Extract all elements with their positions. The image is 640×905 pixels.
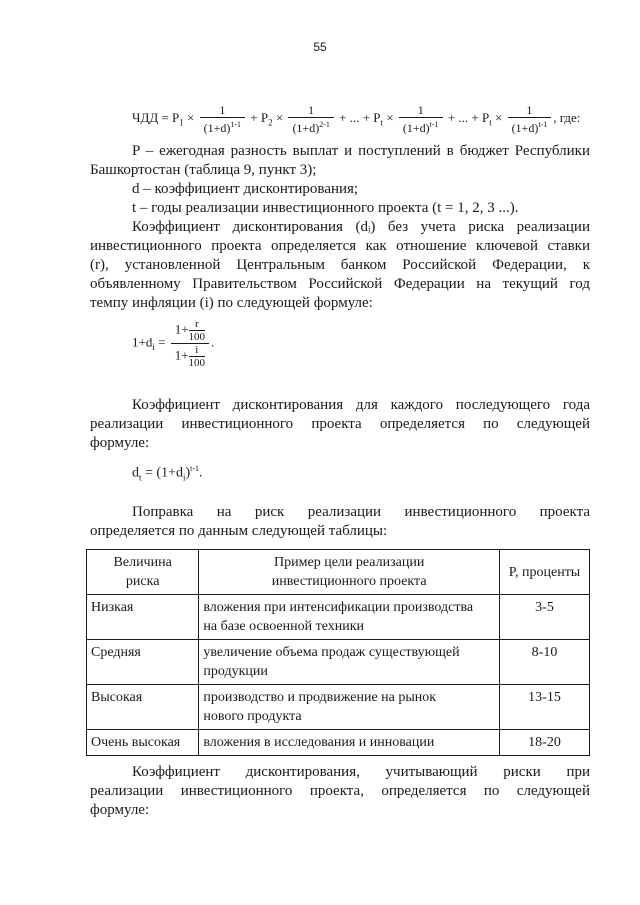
di-denominator: 1+ $\frac{i}{100}$ (171, 343, 209, 369)
para1-line2: инвестиционного проекта определяется как отношение ключевой ставки (90, 238, 590, 254)
row-level: Средняя (87, 640, 199, 685)
table-header-row (87, 550, 590, 595)
para1-line3: (r), установленной Центральным банком Российской Федерации, к (90, 257, 590, 273)
npv-suffix: , где: (553, 109, 581, 125)
npv-sub-2: 2 (268, 117, 273, 128)
row-p: 13-15 (500, 685, 590, 730)
header-risk-level: Величина риска (87, 550, 199, 595)
def-p-line2: Башкортостан (таблица 9, пункт 3); (90, 162, 317, 178)
row-level: Высокая (87, 685, 199, 730)
row-example: вложения в исследования и инновации (199, 730, 500, 756)
npv-den-t: $(1+d)^{t-1}$ (399, 117, 443, 135)
table-row (87, 640, 590, 685)
npv-mul: × (187, 109, 195, 125)
npv-mul-4: × (494, 109, 503, 125)
para1-line1: Коэффициент дисконтирования (dᵢ) без учета риска реализации (132, 219, 590, 235)
para1-line5: темпу инфляции (i) по следующей формуле: (90, 295, 373, 311)
di-formula (132, 318, 214, 369)
npv-lhs: ЧДД = P (132, 109, 180, 125)
row-example: производство и продвижение на рынок нового продукта (199, 685, 500, 730)
para2-line2: реализации инвестиционного проекта определяется по следующей (90, 416, 590, 432)
row-level: Очень высокая (87, 730, 199, 756)
header-example: Пример цели реализации инвестиционного проекта (199, 550, 500, 595)
para4-line3: формуле: (90, 802, 150, 818)
para4-line2: реализации инвестиционного проекта, определяется по следующей (90, 783, 590, 799)
table-row (87, 595, 590, 640)
header-p-percent: P, проценты (500, 550, 590, 595)
npv-mul-3: × (386, 109, 394, 125)
def-d: d – коэффициент дисконтирования; (132, 181, 359, 197)
row-example: увеличение объема продаж существующей продукции (199, 640, 500, 685)
npv-dots-1: + ... + (339, 109, 371, 125)
dt-formula: $d_t = (1+d_i)^{t-1}$. (132, 464, 203, 483)
npv-num-t2: 1 (526, 103, 533, 117)
page-number: 55 (313, 40, 327, 54)
npv-den-1: $(1+d)^{1-1}$ (200, 117, 245, 135)
table-row (87, 685, 590, 730)
def-p-line1: P – ежегодная разность выплат и поступлений в бюджет Республики (132, 143, 590, 159)
risk-table (86, 549, 590, 756)
npv-fraction-t2 (508, 103, 552, 135)
npv-den-t2: $(1+d)^{t-1}$ (508, 117, 552, 135)
para3-line1: Поправка на риск реализации инвестиционного проекта (132, 504, 590, 520)
table-row (87, 730, 590, 756)
npv-sub-t: t (380, 117, 384, 128)
di-numerator: 1+ $\frac{r}{100}$ (174, 318, 206, 343)
npv-fraction-1 (200, 103, 245, 135)
row-p: 18-20 (500, 730, 590, 756)
row-p: 3-5 (500, 595, 590, 640)
para2-line3: формуле: (90, 435, 150, 451)
row-p: 8-10 (500, 640, 590, 685)
para2-line1: Коэффициент дисконтирования для каждого последующего года (132, 397, 590, 413)
para1-line4: объявленному Правительством Российской Федерации на текущий год (90, 276, 590, 292)
row-level: Низкая (87, 595, 199, 640)
di-end: . (211, 334, 215, 350)
npv-fraction-2 (288, 103, 333, 135)
npv-mul-2: × (275, 109, 284, 125)
npv-num-t: 1 (417, 103, 424, 117)
npv-num-2: 1 (308, 103, 315, 117)
di-lhs: 1+d (132, 334, 153, 350)
npv-dots-2: + ... + (447, 109, 479, 125)
row-example: вложения при интенсификации производства на базе освоенной техники (199, 595, 500, 640)
npv-formula: ЧДД = $P_1$ × $\frac{1}{(1+d)^{1-1}}$ + $P_2$ × $\frac{1}{(1+d)^{2-1}}$ + ... + $P_t$ × $\frac{1}{(1+d)^{t-1}}$ + ... + $P_t$ × $\frac{1}{(1+d)^{t-1}}$ , где: (132, 103, 581, 135)
npv-fraction-t (399, 103, 443, 135)
di-eq: = (158, 334, 166, 350)
para4-line1: Коэффициент дисконтирования, учитывающий риски при (132, 764, 590, 780)
npv-num-1: 1 (219, 103, 226, 117)
para3-line2: определяется по данным следующей таблицы: (90, 523, 388, 539)
def-t: t – годы реализации инвестиционного проекта (t = 1, 2, 3 ...). (132, 200, 519, 216)
di-lhs-sub: i (152, 342, 155, 353)
npv-sub-1: 1 (179, 117, 184, 128)
npv-den-2: $(1+d)^{2-1}$ (288, 117, 333, 135)
di-main-fraction (171, 318, 209, 369)
npv-sub-t2: t (489, 117, 492, 128)
